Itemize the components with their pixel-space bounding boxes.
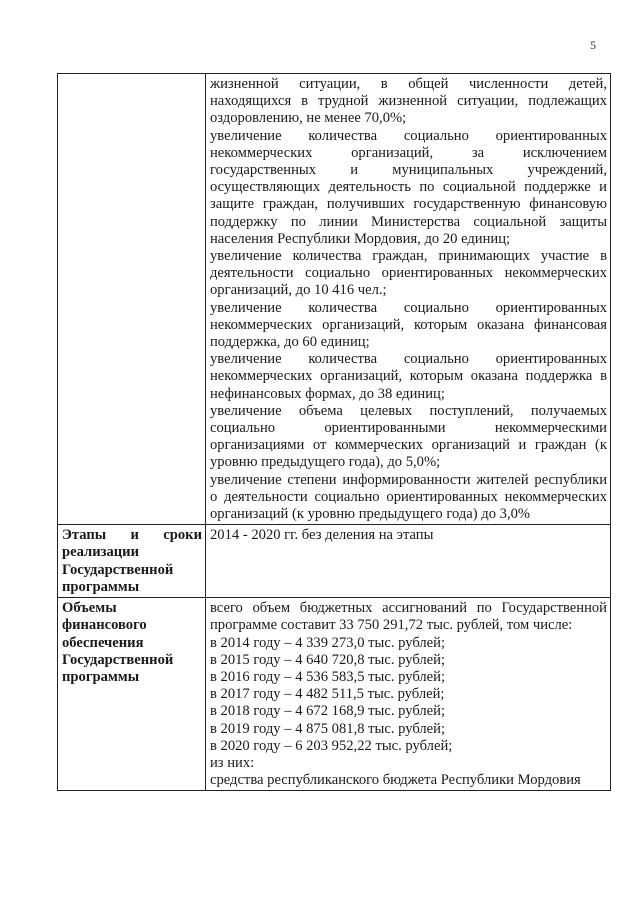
funding-year-line: в 2014 году – 4 339 273,0 тыс. рублей;: [210, 634, 446, 651]
stages-label-line: программы: [62, 578, 140, 595]
funding-year-line: в 2019 году – 4 875 081,8 тыс. рублей;: [210, 720, 446, 737]
row-label-empty: [58, 74, 206, 525]
target-item: жизненной ситуации, в общей численности детей, находящихся в трудной жизненной ситуации, подлежащих оздоровлению, не менее 70,0%;: [210, 76, 607, 127]
stages-value: 2014 - 2020 гг. без деления на этапы: [210, 527, 434, 544]
target-item: увеличение количества социально ориентированных некоммерческих организаций, которым оказана поддержка в нефинансовых формах, до 38 единиц;: [210, 351, 607, 402]
funding-last-line: средства республиканского бюджета Республики Мордовия: [210, 772, 581, 789]
funding-label-line: Объемы: [62, 600, 117, 617]
stages-value-cell: [206, 525, 611, 598]
table-row-stages: [58, 525, 611, 598]
funding-year-line: в 2016 году – 4 536 583,5 тыс. рублей;: [210, 668, 446, 685]
target-item: увеличение количества социально ориентированных некоммерческих организаций, которым оказана финансовая поддержка, до 60 единиц;: [210, 299, 607, 351]
funding-year-line: в 2017 году – 4 482 511,5 тыс. рублей;: [210, 686, 445, 703]
table-row-targets: [58, 74, 611, 525]
table-row-funding: [58, 598, 611, 791]
funding-label-line: финансового: [62, 617, 147, 634]
funding-label-cell: [58, 598, 206, 791]
stages-label-line: Этапы и сроки: [62, 527, 202, 544]
target-item: увеличение количества граждан, принимающих участие в деятельности социально ориентированных некоммерческих организаций, до 10 416 чел.;: [210, 248, 607, 299]
funding-year-line: в 2020 году – 6 203 952,22 тыс. рублей;: [210, 737, 453, 754]
funding-label-line: программы: [62, 668, 140, 685]
stages-label-cell: [58, 525, 206, 598]
funding-label-line: обеспечения: [62, 634, 144, 651]
program-passport-table: [57, 73, 611, 791]
target-item: увеличение степени информированности жителей республики о деятельности социально ориентированных некоммерческих организаций (к уровню предыдущего года) до 3,0%: [210, 471, 607, 523]
funding-value-cell: [206, 598, 611, 791]
stages-label-line: реализации: [62, 544, 140, 561]
funding-year-line: в 2015 году – 4 640 720,8 тыс. рублей;: [210, 651, 446, 668]
funding-label-line: Государственной: [62, 651, 174, 668]
stages-label-line: Государственной: [62, 561, 174, 578]
target-item: увеличение количества социально ориентированных некоммерческих организаций, за исключением государственных и муниципальных учреждений, осуществляющих деятельность по социальной поддержке и защите граждан, получивших государственную финансовую поддержку по линии Министерства социальной защиты населения Республики Мордовия, до 20 единиц;: [210, 127, 607, 247]
funding-year-line: в 2018 году – 4 672 168,9 тыс. рублей;: [210, 703, 446, 720]
target-item: увеличение объема целевых поступлений, получаемых социально ориентированными некоммерческими организациями от коммерческих организаций и граждан (к уровню предыдущего года), до 5,0%;: [210, 402, 607, 471]
targets-cell: [206, 74, 611, 525]
funding-intro: всего объем бюджетных ассигнований по Государственной программе составит 33 750 291,72 тыс. рублей, том числе:: [210, 600, 607, 634]
funding-of-which: из них:: [210, 754, 255, 771]
page-number: 5: [590, 38, 596, 52]
